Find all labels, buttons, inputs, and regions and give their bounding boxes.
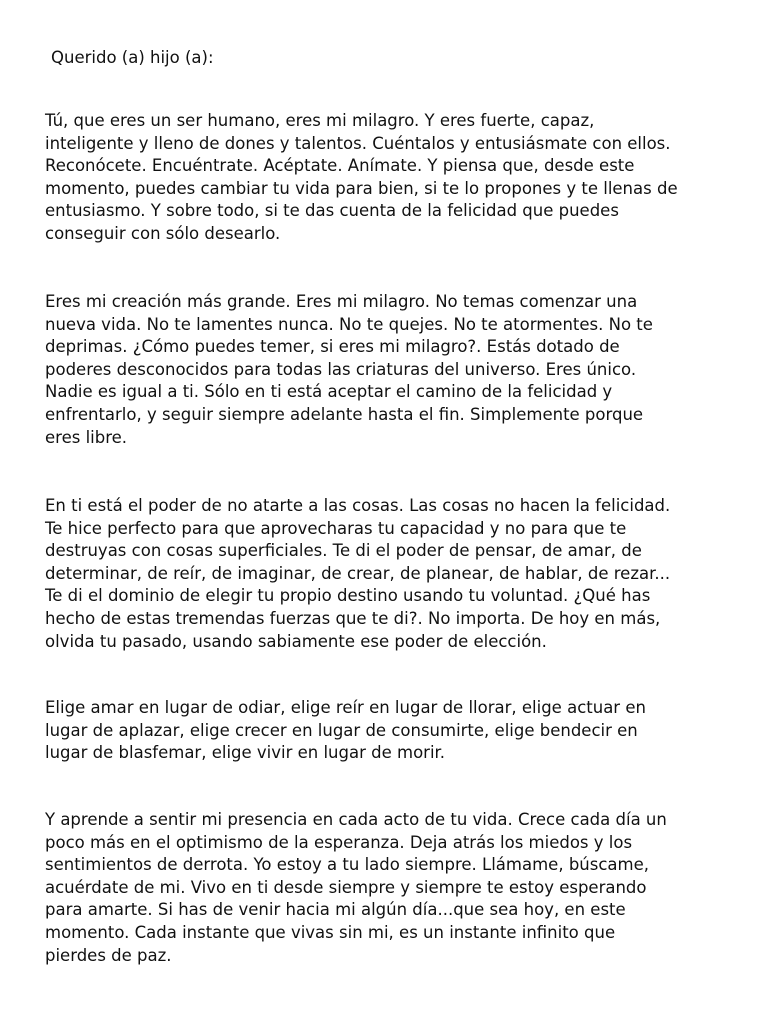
paragraph-3 [45,495,735,653]
paragraph-line: hecho de estas tremendas fuerzas que te di?. No importa. De hoy en más, [45,608,661,628]
paragraph-line: Elige amar en lugar de odiar, elige reír en lugar de llorar, elige actuar en [45,698,646,717]
paragraph-line: deprimas. ¿Cómo puedes temer, si eres mi milagro?. Estás dotado de [45,337,620,357]
paragraph-line: Te di el dominio de elegir tu propio destino usando tu voluntad. ¿Qué has [45,586,651,606]
paragraph-line: determinar, de reír, de imaginar, de crear, de planear, de hablar, de rezar... [45,563,671,583]
paragraph-line: entusiasmo. Y sobre todo, si te das cuenta de la felicidad que puedes [45,201,619,221]
paragraph-line: conseguir con sólo desearlo. [45,223,281,243]
paragraph-line: olvida tu pasado, usando sabiamente ese poder de elección. [45,631,547,651]
paragraph-line: poderes desconocidos para todas las criaturas del universo. Eres único. [45,359,637,379]
paragraph-line: momento, puedes cambiar tu vida para bien, si te lo propones y te llenas de [45,178,678,198]
paragraph-4 [45,697,735,765]
paragraph-line: enfrentarlo, y seguir siempre adelante hasta el fin. Simplemente porque [45,404,644,424]
paragraph-line: Nadie es igual a ti. Sólo en ti está aceptar el camino de la felicidad y [45,382,613,402]
paragraph-line: lugar de aplazar, elige crecer en lugar de consumirte, elige bendecir en [45,720,638,740]
paragraph-line: pierdes de paz. [45,945,172,965]
paragraph-line: Y aprende a sentir mi presencia en cada acto de tu vida. Crece cada día un [45,810,667,829]
paragraph-line: inteligente y lleno de dones y talentos. Cuéntalos y entusiásmate con ellos. [45,133,671,153]
paragraph-line: eres libre. [45,427,128,447]
paragraph-1 [45,110,735,246]
paragraph-line: sentimientos de derrota. Yo estoy a tu lado siempre. Llámame, búscame, [45,855,649,875]
paragraph-line: nueva vida. No te lamentes nunca. No te quejes. No te atormentes. No te [45,314,653,334]
paragraph-line: poco más en el optimismo de la esperanza. Deja atrás los miedos y los [45,832,633,852]
paragraph-line: Reconócete. Encuéntrate. Acéptate. Anímate. Y piensa que, desde este [45,156,635,176]
paragraph-line: acuérdate de mi. Vivo en ti desde siempre y siempre te estoy esperando [45,877,647,897]
letter-greeting: Querido (a) hijo (a): [51,48,214,67]
paragraph-line: momento. Cada instante que vivas sin mi, es un instante infinito que [45,922,616,942]
paragraph-2 [45,291,735,449]
paragraph-line: Eres mi creación más grande. Eres mi milagro. No temas comenzar una [45,292,638,311]
paragraph-line: En ti está el poder de no atarte a las cosas. Las cosas no hacen la felicidad. [45,496,671,515]
paragraph-5 [45,809,735,967]
paragraph-line: lugar de blasfemar, elige vivir en lugar de morir. [45,743,446,763]
paragraph-line: destruyas con cosas superficiales. Te di el poder de pensar, de amar, de [45,541,642,561]
paragraph-line: Te hice perfecto para que aprovecharas tu capacidad y no para que te [45,518,627,538]
paragraph-line: Tú, que eres un ser humano, eres mi milagro. Y eres fuerte, capaz, [45,111,595,130]
paragraph-line: para amarte. Si has de venir hacia mi algún día...que sea hoy, en este [45,900,626,920]
